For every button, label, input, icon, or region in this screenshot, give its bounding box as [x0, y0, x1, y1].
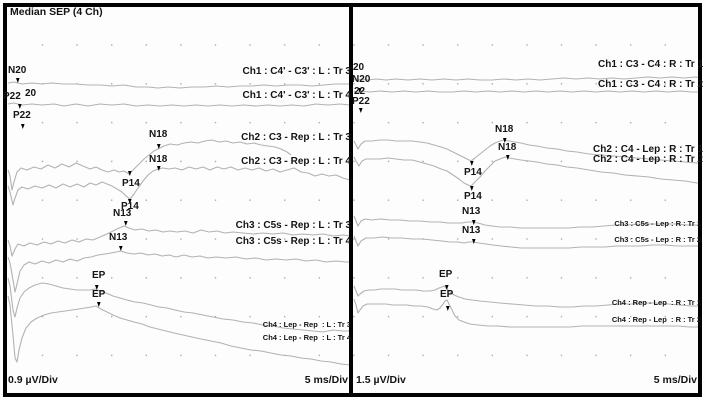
channel-label-right-ch1-c3-c4-r-tr-2: Ch1 : C3 - C4 : R : Tr 2 — [597, 79, 703, 90]
peak-label-right-ep: EP — [439, 269, 453, 280]
channel-label-left-ch3-c5s-rep-l-tr-3: Ch3 : C5s - Rep : L : Tr 3 — [235, 220, 351, 231]
channel-label-right-ch4-rep-lep-r-tr-2: Ch4 : Rep - Lep : R : Tr 2 — [611, 315, 701, 324]
channel-label-left-ch3-c5s-rep-l-tr-4: Ch3 : C5s - Rep : L : Tr 4 — [235, 236, 351, 247]
peak-label-left-n20: N20 — [8, 65, 27, 76]
peak-label-right-p22: P22 — [352, 96, 370, 107]
peak-label-left-p22: P22 — [13, 110, 31, 121]
peak-label-left-20: 20 — [25, 88, 37, 99]
left-voltage-scale: 0.9 µV/Div — [8, 374, 58, 386]
channel-label-left-ch4-lep-rep-l-tr-4: Ch4 : Lep - Rep : L : Tr 4 — [262, 333, 351, 342]
channel-label-left-ch1-c4-c3-l-tr-3: Ch1 : C4' - C3' : L : Tr 3 — [242, 66, 351, 77]
peak-label-left-p14: P14 — [122, 178, 140, 189]
peak-label-right-n18: N18 — [498, 142, 517, 153]
peak-label-left-ep: EP — [92, 289, 106, 300]
channel-label-right-ch2-c4-lep-r-tr-1: Ch2 : C4 - Lep : R : Tr 1 — [592, 144, 703, 155]
channel-label-left-ch4-lep-rep-l-tr-3: Ch4 : Lep - Rep : L : Tr 3 — [262, 320, 351, 329]
peak-label-left-p22: P22 — [3, 91, 21, 102]
peak-label-right-p14: P14 — [464, 191, 482, 202]
peak-label-left-n18: N18 — [149, 154, 168, 165]
channel-label-right-ch2-c4-lep-r-tr-2: Ch2 : C4 - Lep : R : Tr 2 — [592, 154, 703, 165]
peak-label-right-n20: N20 — [352, 74, 371, 85]
peak-label-left-n13: N13 — [113, 208, 132, 219]
peak-label-left-ep: EP — [92, 270, 106, 281]
channel-label-right-ch3-c5s-lep-r-tr-1: Ch3 : C5s - Lep : R : Tr 1 — [614, 219, 701, 228]
peak-label-right-n13: N13 — [462, 206, 481, 217]
channel-label-left-ch2-c3-rep-l-tr-3: Ch2 : C3 - Rep : L : Tr 3 — [241, 132, 351, 143]
peak-label-right-n13: N13 — [462, 225, 481, 236]
peak-label-right-p14: P14 — [464, 167, 482, 178]
channel-label-right-ch1-c3-c4-r-tr-1: Ch1 : C3 - C4 : R : Tr 1 — [597, 59, 703, 70]
channel-label-right-ch3-c5s-lep-r-tr-2: Ch3 : C5s - Lep : R : Tr 2 — [614, 235, 701, 244]
peak-label-right-22: 22 — [354, 86, 366, 97]
right-time-scale: 5 ms/Div — [653, 374, 697, 386]
channel-label-left-ch2-c3-rep-l-tr-4: Ch2 : C3 - Rep : L : Tr 4 — [241, 156, 351, 167]
left-time-scale: 5 ms/Div — [304, 374, 348, 386]
page-title: Median SEP (4 Ch) — [10, 6, 103, 18]
peak-label-right-20: 20 — [353, 62, 365, 73]
peak-label-left-p14: P14 — [121, 201, 139, 212]
peak-label-left-n18: N18 — [149, 129, 168, 140]
peak-label-right-n18: N18 — [495, 124, 514, 135]
channel-label-left-ch1-c4-c3-l-tr-4: Ch1 : C4' - C3' : L : Tr 4 — [242, 90, 351, 101]
peak-label-right-ep: EP — [440, 289, 454, 300]
panel-divider — [349, 7, 353, 393]
right-voltage-scale: 1.5 µV/Div — [356, 374, 406, 386]
channel-label-right-ch4-rep-lep-r-tr-1: Ch4 : Rep - Lep : R : Tr 1 — [611, 298, 701, 307]
peak-label-left-n13: N13 — [109, 232, 128, 243]
